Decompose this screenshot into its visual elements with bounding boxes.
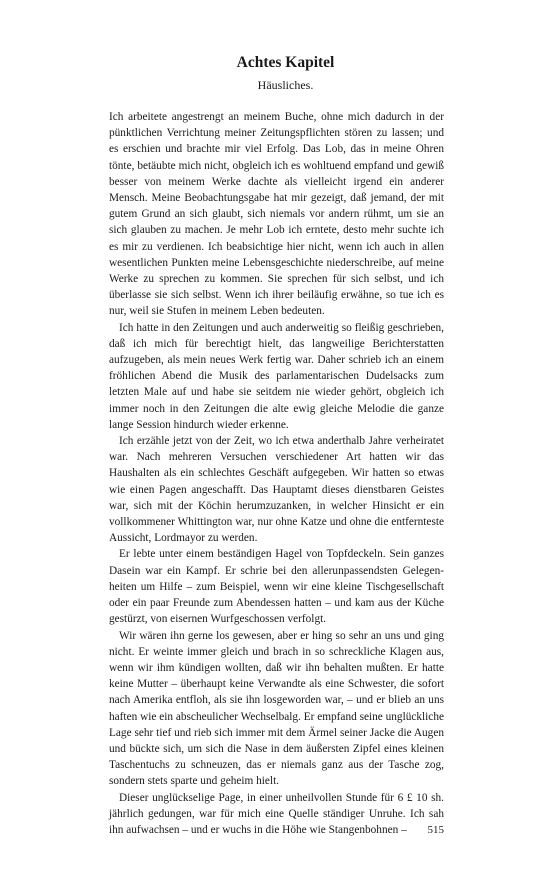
chapter-subtitle: Häusliches. (257, 78, 314, 92)
book-page (109, 52, 444, 838)
chapter-body (109, 109, 444, 838)
paragraph: Ich arbeitete angestrengt an meinem Buche, ohne mich dadurch in der pünktlichen Verrichtung meiner Zeitungspflichten stören zu lassen; und es erschien und brachte mir viel Erfolg. Das Lob, das in meine Ohren tönte, betäubte mich nicht, obgleich ich es wohltuend empfand und gewiß besser von meinem Werke dachte als vielleicht irgend ein anderer Mensch. Meine Beobachtungsgabe hat mir gezeigt, daß jemand, der mit gutem Grund an sich glaubt, sich niemals vor andern rühmt, um sie an sich glauben zu machen. Je mehr Lob ich erntete, desto mehr suchte ich es mir zu verdienen. Ich beabsichtige hier nicht, wenn ich auch in allen wesentlichen Punkten meine Lebensgeschichte niederschreibe, auf meine Werke zu sprechen zu kommen. Sie sprechen für sich selbst, und ich überlasse sie sich selbst. Wenn ich ihrer beiläufig erwähne, so tue ich es nur, weil sie Stufen in meinem Leben bedeuten. (109, 111, 444, 318)
paragraph: Er lebte unter einem beständigen Hagel von Topfdeckeln. Sein ganzes Dasein war ein Kampf. Er schrie bei den allerunpassendsten Gelegenheiten um Hilfe – zum Beispiel, wenn wir eine kleine Tischgesellschaft oder ein paar Freunde zum Abendessen hatten – und kam aus der Küche gestürzt, von eisernen Wurfgeschossen verfolgt. (109, 548, 444, 626)
paragraph: Ich hatte in den Zeitungen und auch anderweitig so fleißig geschrieben, daß ich mich für berechtigt hielt, das langweilige Berichterstatten aufzugeben, als mein neues Werk fertig war. Daher schrieb ich an einem fröhlichen Abend die Musik des parlamentarischen Dudelsacks zum letzten Male auf und habe sie seitdem nie wieder gehört, obgleich ich immer noch in den Zeitungen die alte ewig gleiche Melodie die ganze lange Session hindurch wieder erkenne. (109, 321, 444, 431)
chapter-title: Achtes Kapitel (236, 54, 335, 71)
paragraph: Wir wären ihn gerne los gewesen, aber er hing so sehr an uns und ging nicht. Er weinte immer gleich und brach in so schreckliche Klagen aus, wenn wir ihm kündigen wollten, daß wir ihn behalten mußten. Er hatte keine Mutter – überhaupt keine Verwandte als eine Schwester, die sofort nach Amerika entfloh, als sie ihn losgeworden war, – und er blieb an uns haften wie ein abscheulicher Wechselbalg. Er empfand seine unglückliche Lage sehr tief und rieb sich immer mit dem Ärmel seiner Jacke die Augen und bückte sich, um sich die Nase in dem äußersten Zipfel eines kleinen Taschentuchs zu schneuzen, das er niemals ganz aus der Tasche zog, sondern stets sparte und geheim hielt. (109, 629, 444, 788)
paragraph: Dieser unglückselige Page, in einer unheilvollen Stunde für 6 £ 10 sh. jährlich gedungen, war für mich eine Quelle ständiger Unruhe. Ich sah ihn aufwachsen – und er wuchs in die Höhe wie Stangenbohnen – (109, 791, 444, 836)
page-number: 515 (427, 824, 444, 836)
paragraph: Ich erzähle jetzt von der Zeit, wo ich etwa anderthalb Jahre verheiratet war. Nach mehreren Versuchen verschiedener Art hatten wir das Haushalten als ein schlechtes Geschäft aufgegeben. Wir hatten so etwas wie einen Pagen angeschafft. Das Hauptamt dieses dienstbaren Geistes war, sich mit der Köchin herumzuzanken, in welcher Hinsicht er ein vollkommener Whittington war, nur ohne Katze und ohne die entfernteste Aussicht, Lordmayor zu werden. (109, 435, 444, 545)
